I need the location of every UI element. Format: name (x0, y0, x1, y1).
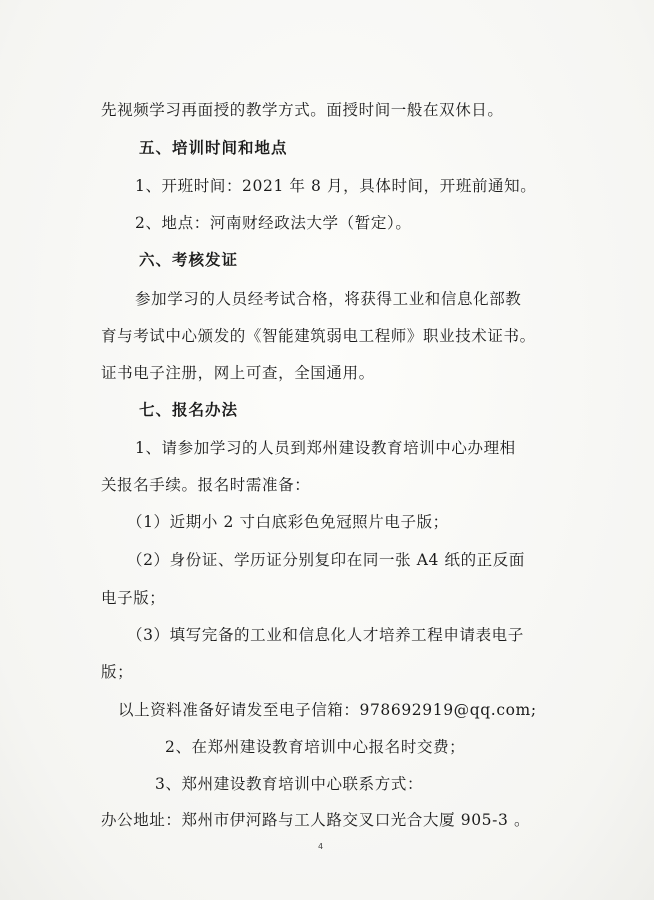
body-line: 3、郑州建设教育培训中心联系方式： (155, 775, 424, 793)
body-line: 证书电子注册，网上可查，全国通用。 (101, 364, 375, 382)
list-item: （3）填写完备的工业和信息化人才培养工程申请表电子 (127, 626, 524, 644)
body-line: 2、在郑州建设教育培训中心报名时交费； (165, 738, 466, 756)
body-line: 参加学习的人员经考试合格，将获得工业和信息化部教 (135, 290, 522, 308)
body-line: 先视频学习再面授的教学方式。面授时间一般在双休日。 (101, 101, 504, 119)
page-number: 4 (318, 842, 324, 851)
list-item-continuation: 版； (101, 663, 134, 681)
section-heading-training-time-location: 五、培训时间和地点 (139, 139, 288, 157)
office-address-line: 办公地址：郑州市伊河路与工人路交叉口光合大厦 905-3 。 (101, 811, 531, 829)
body-line: 育与考试中心颁发的《智能建筑弱电工程师》职业技术证书。 (101, 327, 536, 345)
list-item: （1）近期小 2 寸白底彩色免冠照片电子版； (127, 513, 449, 531)
section-heading-registration: 七、报名办法 (139, 401, 239, 419)
body-line: 1、开班时间：2021 年 8 月，具体时间，开班前通知。 (135, 177, 537, 195)
list-item-continuation: 电子版； (101, 589, 166, 607)
list-item: （2）身份证、学历证分别复印在同一张 A4 纸的正反面 (127, 551, 525, 569)
email-line: 以上资料准备好请发至电子信箱：978692919@qq.com; (118, 701, 537, 719)
body-line: 1、请参加学习的人员到郑州建设教育培训中心办理相 (135, 439, 516, 457)
section-heading-certification: 六、考核发证 (139, 251, 239, 269)
body-line: 2、地点：河南财经政法大学（暂定）。 (135, 214, 412, 232)
body-line: 关报名手续。报名时需准备： (101, 476, 311, 494)
